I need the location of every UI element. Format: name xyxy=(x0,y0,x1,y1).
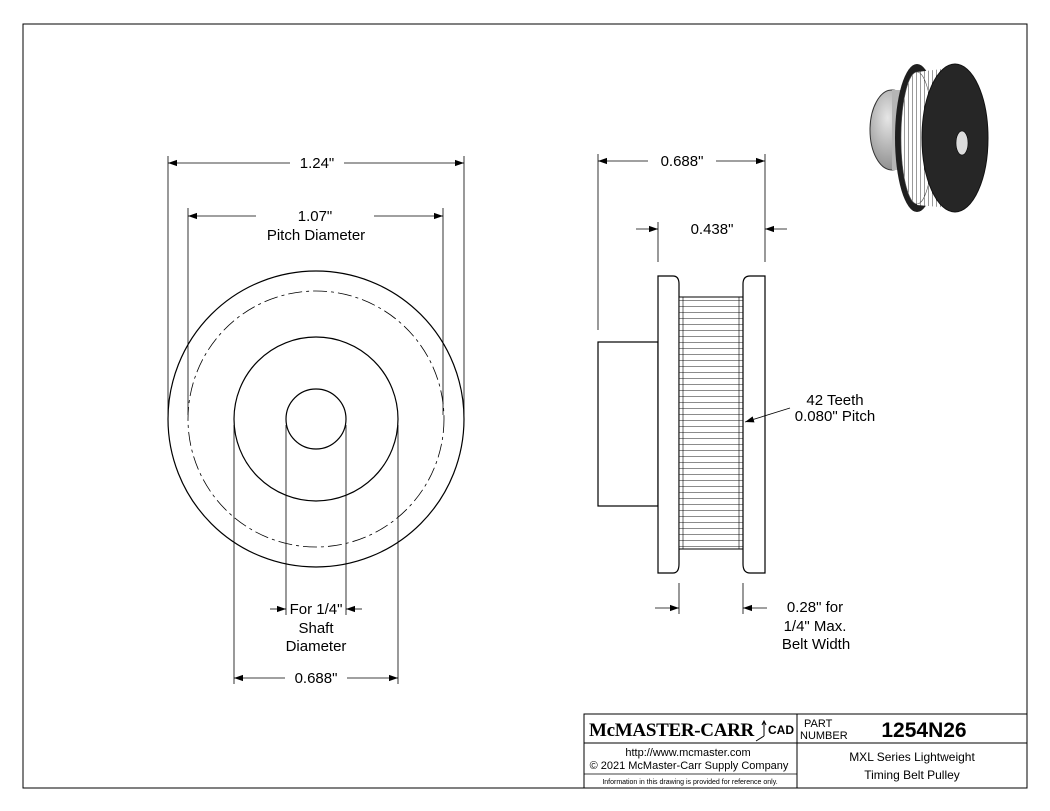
right-flange xyxy=(743,276,765,573)
flange-gap-label: 0.438" xyxy=(690,221,734,238)
description-line2: Timing Belt Pulley xyxy=(864,768,960,782)
pitch-diameter-label: 1.07" xyxy=(297,208,333,225)
pitch-diameter-caption: Pitch Diameter xyxy=(266,227,366,244)
bore-label-line2: Shaft xyxy=(298,620,334,637)
copyright: © 2021 McMaster-Carr Supply Company xyxy=(589,760,789,772)
cad-axes-icon xyxy=(756,721,766,741)
part-label-2: NUMBER xyxy=(800,730,848,742)
outer-diameter-label: 1.24" xyxy=(299,155,335,172)
belt-width-line1: 0.28" for xyxy=(786,599,844,616)
pitch-circle xyxy=(188,291,444,547)
bore-label-line1: For 1/4" xyxy=(289,601,343,618)
side-view xyxy=(598,276,765,573)
front-view xyxy=(168,271,464,567)
pulley-3d-render xyxy=(870,64,988,212)
teeth-pitch-label: 0.080" Pitch xyxy=(794,408,876,425)
hub-diameter-label: 0.688" xyxy=(294,670,338,687)
outer-circle xyxy=(168,271,464,567)
teeth-count-label: 42 Teeth xyxy=(806,392,864,409)
belt-width-line3: Belt Width xyxy=(781,636,851,653)
part-label-1: PART xyxy=(804,718,833,730)
belt-width-line2: 1/4" Max. xyxy=(783,618,847,635)
front-dimension-text xyxy=(267,155,365,687)
disclaimer: Information in this drawing is provided for reference only. xyxy=(602,779,778,786)
part-number: 1254N26 xyxy=(881,719,967,742)
brand-logo: McMASTER-CARR xyxy=(589,720,754,741)
bore-label-line3: Diameter xyxy=(285,638,347,655)
description-line1: MXL Series Lightweight xyxy=(849,750,975,764)
hub-circle xyxy=(234,337,398,501)
bore-circle xyxy=(286,389,346,449)
overall-width-label: 0.688" xyxy=(660,153,704,170)
cad-mark: CAD xyxy=(768,723,794,737)
teeth-body xyxy=(679,297,743,549)
title-block-text xyxy=(589,718,975,786)
hub-rect xyxy=(598,342,658,506)
left-flange xyxy=(658,276,679,573)
website-url: http://www.mcmaster.com xyxy=(625,747,751,759)
